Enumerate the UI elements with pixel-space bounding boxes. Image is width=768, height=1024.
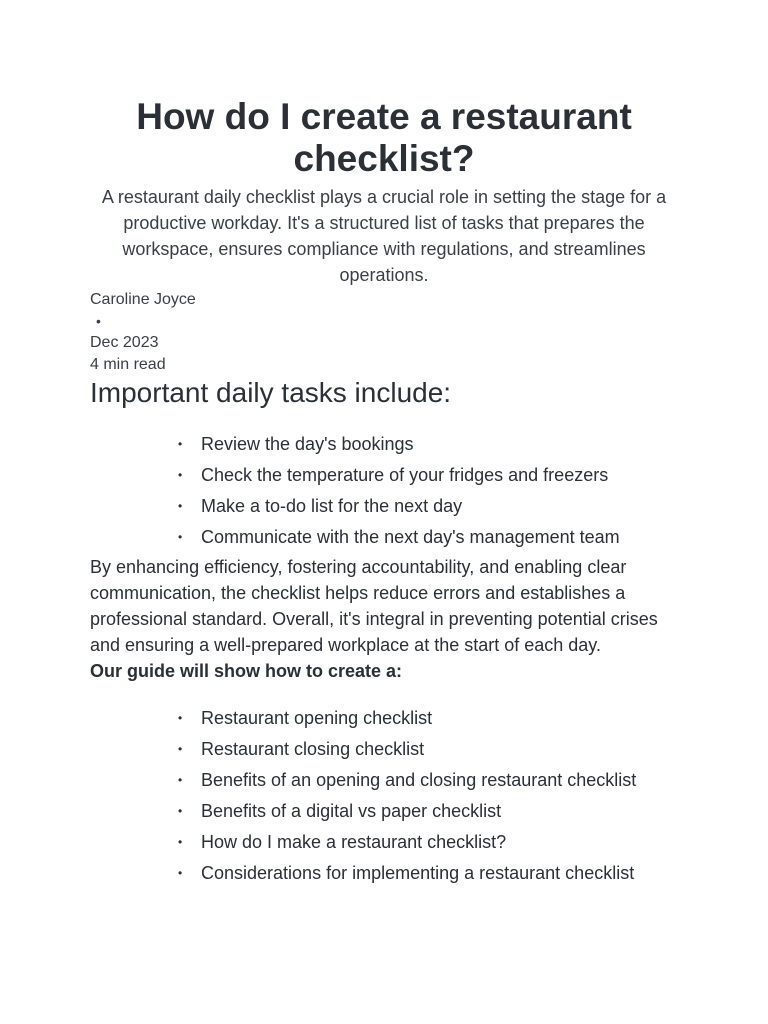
read-time: 4 min read: [90, 355, 166, 373]
guide-list: [90, 703, 678, 889]
article-meta: [90, 289, 678, 375]
article-title: How do I create a restaurant checklist?: [136, 96, 632, 179]
list-item[interactable]: • Considerations for implementing a restaurant checklist: [201, 858, 678, 889]
list-item[interactable]: • Restaurant opening checklist: [201, 703, 678, 734]
meta-separator: •: [96, 312, 101, 329]
tasks-heading: Important daily tasks include:: [90, 377, 452, 408]
summary-paragraph: By enhancing efficiency, fostering accountability, and enabling clear communication, the checklist helps reduce errors and establishes a professional standard. Overall, it's integral in preventing potential crises and ensuring a well-prepared workplace at the start of each day.: [90, 557, 658, 655]
publish-date: Dec 2023: [90, 334, 159, 351]
list-item[interactable]: • Benefits of an opening and closing restaurant checklist: [201, 765, 678, 796]
article-lede: A restaurant daily checklist plays a crucial role in setting the stage for a productive workday. It's a structured list of tasks that prepares the workspace, ensures compliance with regulations, and streamlines operations.: [101, 187, 667, 285]
guide-heading: Our guide will show how to create a:: [90, 661, 403, 681]
article-page: [0, 96, 768, 1024]
list-item: • Communicate with the next day's management team: [201, 522, 678, 553]
list-item: • Check the temperature of your fridges and freezers: [201, 460, 678, 491]
author-name[interactable]: Caroline Joyce: [90, 291, 196, 308]
list-item[interactable]: • Benefits of a digital vs paper checklist: [201, 796, 678, 827]
list-item[interactable]: • How do I make a restaurant checklist?: [201, 827, 678, 858]
list-item[interactable]: • Restaurant closing checklist: [201, 734, 678, 765]
tasks-list: [90, 429, 678, 553]
list-item: • Make a to-do list for the next day: [201, 491, 678, 522]
list-item: • Review the day's bookings: [201, 429, 678, 460]
